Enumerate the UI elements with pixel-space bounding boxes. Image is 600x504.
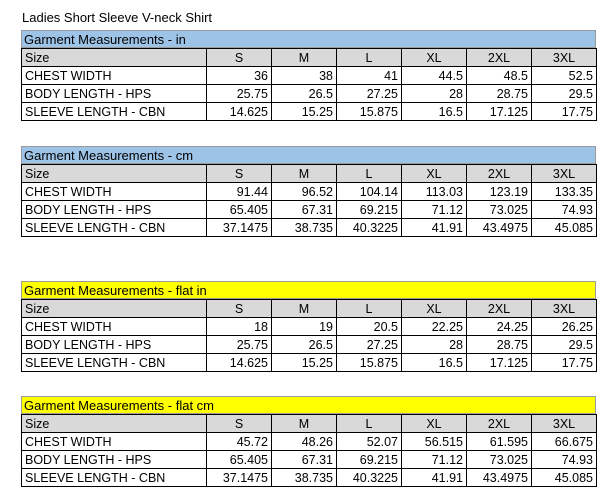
measurement-value: 27.25 (337, 85, 402, 103)
measurement-value: 25.75 (207, 85, 272, 103)
measurement-value: 69.215 (337, 201, 402, 219)
measurement-value: 67.31 (272, 201, 337, 219)
measurement-value: 133.35 (532, 183, 597, 201)
measurement-value: 73.025 (467, 201, 532, 219)
measurement-value: 38 (272, 67, 337, 85)
measurement-value: 24.25 (467, 318, 532, 336)
table-section-flat-cm (21, 396, 596, 487)
row-label: BODY LENGTH - HPS (22, 201, 207, 219)
size-header: Size (22, 165, 207, 183)
measurement-value: 38.735 (272, 219, 337, 237)
row-label: SLEEVE LENGTH - CBN (22, 103, 207, 121)
measurement-value: 26.5 (272, 336, 337, 354)
measurement-value: 69.215 (337, 451, 402, 469)
measurement-value: 37.1475 (207, 219, 272, 237)
size-column-header: S (207, 300, 272, 318)
measurement-value: 17.75 (532, 103, 597, 121)
size-column-header: L (337, 165, 402, 183)
measurement-value: 74.93 (532, 451, 597, 469)
table-row (22, 433, 597, 451)
document-title: Ladies Short Sleeve V-neck Shirt (22, 10, 213, 25)
size-column-header: L (337, 49, 402, 67)
measurement-value: 17.125 (467, 103, 532, 121)
size-column-header: 2XL (467, 165, 532, 183)
measurement-value: 48.26 (272, 433, 337, 451)
measurement-value: 73.025 (467, 451, 532, 469)
measurement-value: 28.75 (467, 85, 532, 103)
measurement-value: 71.12 (402, 201, 467, 219)
measurement-value: 65.405 (207, 201, 272, 219)
measurement-value: 52.07 (337, 433, 402, 451)
size-column-header: M (272, 165, 337, 183)
row-label: CHEST WIDTH (22, 318, 207, 336)
measurement-value: 74.93 (532, 201, 597, 219)
measurement-value: 40.3225 (337, 219, 402, 237)
table-row (22, 201, 597, 219)
measurement-value: 37.1475 (207, 469, 272, 487)
table-section-cm (21, 146, 596, 237)
measurement-value: 41 (337, 67, 402, 85)
measurement-value: 52.5 (532, 67, 597, 85)
measurement-value: 61.595 (467, 433, 532, 451)
size-column-header: 2XL (467, 300, 532, 318)
size-column-header: 3XL (532, 165, 597, 183)
measurement-value: 19 (272, 318, 337, 336)
measurement-value: 43.4975 (467, 219, 532, 237)
measurement-value: 16.5 (402, 354, 467, 372)
size-column-header: M (272, 415, 337, 433)
table-row (22, 67, 597, 85)
row-label: CHEST WIDTH (22, 67, 207, 85)
table-row (22, 318, 597, 336)
measurement-value: 22.25 (402, 318, 467, 336)
size-column-header: 3XL (532, 300, 597, 318)
measurement-value: 28 (402, 336, 467, 354)
measurement-value: 67.31 (272, 451, 337, 469)
table-row (22, 183, 597, 201)
measurement-value: 91.44 (207, 183, 272, 201)
measurement-table (21, 164, 597, 237)
section-title: Garment Measurements - flat cm (21, 396, 596, 414)
size-column-header: 2XL (467, 415, 532, 433)
size-column-header: 3XL (532, 415, 597, 433)
size-column-header: XL (402, 165, 467, 183)
size-header: Size (22, 49, 207, 67)
measurement-table (21, 48, 597, 121)
table-row (22, 469, 597, 487)
size-header: Size (22, 300, 207, 318)
measurement-table (21, 299, 597, 372)
size-column-header: 3XL (532, 49, 597, 67)
size-column-header: XL (402, 415, 467, 433)
measurement-value: 65.405 (207, 451, 272, 469)
row-label: SLEEVE LENGTH - CBN (22, 469, 207, 487)
section-title: Garment Measurements - in (21, 30, 596, 48)
measurement-value: 28.75 (467, 336, 532, 354)
measurement-value: 15.875 (337, 354, 402, 372)
header-row (22, 415, 597, 433)
measurement-value: 36 (207, 67, 272, 85)
table-row (22, 451, 597, 469)
size-column-header: S (207, 165, 272, 183)
size-column-header: M (272, 300, 337, 318)
measurement-value: 41.91 (402, 219, 467, 237)
measurement-value: 56.515 (402, 433, 467, 451)
measurement-value: 28 (402, 85, 467, 103)
measurement-value: 14.625 (207, 103, 272, 121)
measurement-value: 38.735 (272, 469, 337, 487)
measurement-value: 96.52 (272, 183, 337, 201)
measurement-value: 45.085 (532, 469, 597, 487)
size-column-header: L (337, 300, 402, 318)
row-label: SLEEVE LENGTH - CBN (22, 219, 207, 237)
measurement-value: 17.75 (532, 354, 597, 372)
row-label: SLEEVE LENGTH - CBN (22, 354, 207, 372)
size-column-header: L (337, 415, 402, 433)
measurement-value: 20.5 (337, 318, 402, 336)
measurement-value: 123.19 (467, 183, 532, 201)
measurement-value: 113.03 (402, 183, 467, 201)
size-column-header: 2XL (467, 49, 532, 67)
measurement-value: 29.5 (532, 336, 597, 354)
measurement-value: 16.5 (402, 103, 467, 121)
section-title: Garment Measurements - flat in (21, 281, 596, 299)
section-title: Garment Measurements - cm (21, 146, 596, 164)
size-column-header: XL (402, 300, 467, 318)
measurement-value: 18 (207, 318, 272, 336)
measurement-value: 104.14 (337, 183, 402, 201)
measurement-value: 48.5 (467, 67, 532, 85)
size-column-header: XL (402, 49, 467, 67)
measurement-value: 40.3225 (337, 469, 402, 487)
measurement-table (21, 414, 597, 487)
table-row (22, 219, 597, 237)
table-row (22, 85, 597, 103)
table-section-in (21, 30, 596, 121)
measurement-value: 43.4975 (467, 469, 532, 487)
measurement-value: 15.25 (272, 354, 337, 372)
table-row (22, 103, 597, 121)
header-row (22, 300, 597, 318)
measurement-value: 45.72 (207, 433, 272, 451)
size-column-header: M (272, 49, 337, 67)
row-label: CHEST WIDTH (22, 183, 207, 201)
table-row (22, 354, 597, 372)
size-header: Size (22, 415, 207, 433)
table-section-flat-in (21, 281, 596, 372)
measurement-value: 26.25 (532, 318, 597, 336)
row-label: BODY LENGTH - HPS (22, 336, 207, 354)
measurement-value: 29.5 (532, 85, 597, 103)
measurement-value: 66.675 (532, 433, 597, 451)
size-column-header: S (207, 49, 272, 67)
measurement-value: 26.5 (272, 85, 337, 103)
measurement-value: 71.12 (402, 451, 467, 469)
measurement-value: 27.25 (337, 336, 402, 354)
measurement-value: 17.125 (467, 354, 532, 372)
table-row (22, 336, 597, 354)
row-label: BODY LENGTH - HPS (22, 451, 207, 469)
measurement-value: 15.25 (272, 103, 337, 121)
measurement-value: 44.5 (402, 67, 467, 85)
measurement-value: 45.085 (532, 219, 597, 237)
measurement-value: 15.875 (337, 103, 402, 121)
measurement-value: 14.625 (207, 354, 272, 372)
measurement-value: 41.91 (402, 469, 467, 487)
row-label: BODY LENGTH - HPS (22, 85, 207, 103)
measurement-value: 25.75 (207, 336, 272, 354)
header-row (22, 49, 597, 67)
size-column-header: S (207, 415, 272, 433)
row-label: CHEST WIDTH (22, 433, 207, 451)
header-row (22, 165, 597, 183)
